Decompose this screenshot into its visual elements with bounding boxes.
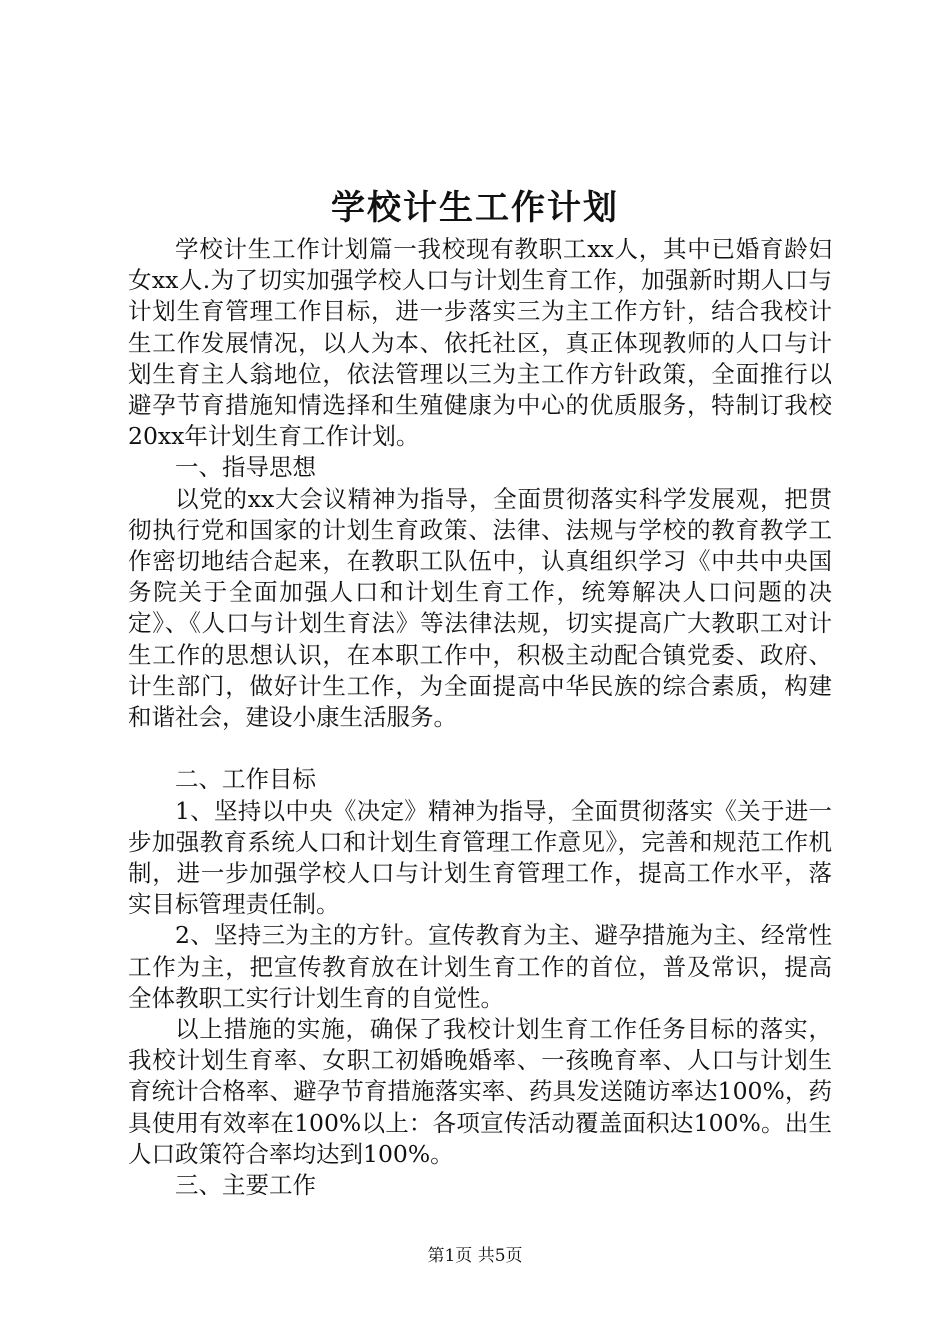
guiding-thought-paragraph: 以党的xx大会议精神为指导，全面贯彻落实科学发展观，把贯彻执行党和国家的计划生育政策、法律、法规与学校的教育教学工作密切地结合起来，在教职工队伍中，认真组织学习《中共中央国务院关于全面加强人口和计划生育工作，统筹解决人口问题的决定》、《人口与计划生育法》等法律法规，切实提高广大教职工对计生工作的思想认识，在本职工作中，积极主动配合镇党委、政府、计生部门，做好计生工作，为全面提高中华民族的综合素质，构建和谐社会，建设小康生活服务。	[128, 484, 832, 732]
work-goal-item-2: 2、坚持三为主的方针。宣传教育为主、避孕措施为主、经常性工作为主，把宣传教育放在计划生育工作的首位，普及常识，提高全体教职工实行计划生育的自觉性。	[128, 921, 832, 1012]
section-heading-guiding-thought: 一、指导思想	[175, 453, 316, 482]
section-heading-main-work: 三、主要工作	[175, 1171, 316, 1200]
document-body	[128, 234, 832, 1201]
page-footer: 第1页 共5页	[427, 1246, 523, 1266]
intro-paragraph: 学校计生工作计划篇一我校现有教职工xx人，其中已婚育龄妇女xx人.为了切实加强学校人口与计划生育工作，加强新时期人口与计划生育管理工作目标，进一步落实三为主工作方针，结合我校计生工作发展情况，以人为本、依托社区，真正体现教师的人口与计划生育主人翁地位，依法管理以三为主工作方针政策，全面推行以避孕节育措施知情选择和生殖健康为中心的优质服务，特制订我校20xx年计划生育工作计划。	[128, 235, 832, 451]
measures-result-paragraph: 以上措施的实施，确保了我校计划生育工作任务目标的落实，我校计划生育率、女职工初婚晚婚率、一孩晚育率、人口与计划生育统计合格率、避孕节育措施落实率、药具发送随访率达100%，药具使用有效率在100%以上：各项宣传活动覆盖面积达100%。出生人口政策符合率均达到100%。	[128, 1015, 832, 1168]
section-heading-work-goals: 二、工作目标	[175, 765, 316, 794]
work-goal-item-1: 1、坚持以中央《决定》精神为指导，全面贯彻落实《关于进一步加强教育系统人口和计划生育管理工作意见》，完善和规范工作机制，进一步加强学校人口与计划生育管理工作，提高工作水平，落实目标管理责任制。	[128, 796, 832, 919]
document-title: 学校计生工作计划	[331, 188, 619, 228]
blank-line	[128, 733, 832, 764]
